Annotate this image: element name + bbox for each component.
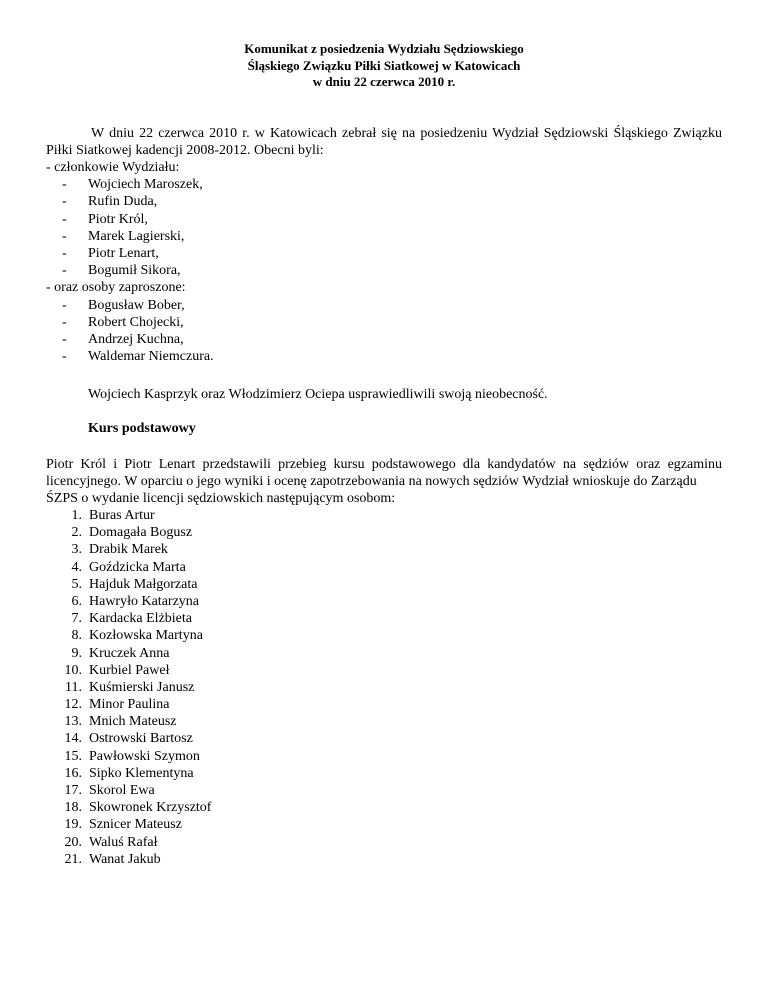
candidate-name: Kurbiel Paweł: [89, 662, 170, 678]
guest-name: Waldemar Niemczura.: [88, 349, 214, 365]
candidate-name: Skorol Ewa: [89, 783, 155, 798]
candidate-number: 20.: [64, 834, 82, 850]
candidate-name: Hawryło Katarzyna: [89, 593, 200, 609]
candidate-number: 16.: [64, 765, 82, 781]
list-bullet: -: [62, 228, 67, 244]
candidate-name: Wanat Jakub: [89, 851, 161, 867]
guest-name: Bogusław Bober,: [88, 297, 185, 313]
candidate-number: 3.: [71, 542, 82, 558]
list-item: [46, 228, 186, 245]
list-bullet: -: [62, 314, 67, 330]
candidate-number: 18.: [64, 800, 82, 816]
absence-note: Wojciech Kasprzyk oraz Włodzimierz Ociepa usprawiedliwili swoją nieobecność.: [88, 387, 548, 402]
course-text: Piotr Król i Piotr Lenart przedstawili przebieg kursu podstawowego dla kandydatów na sędziów oraz egzaminu licencyjnego. W oparciu o jego wyniki i ocenę zapotrzebowania na nowych sędziów Wydział wnioskuje do Zarządu: [46, 457, 722, 490]
candidate-number: 8.: [71, 628, 82, 644]
candidate-number: 4.: [71, 559, 82, 575]
candidate-name: Kozłowska Martyna: [89, 628, 203, 644]
course-paragraph: [46, 456, 722, 508]
candidate-name: Ostrowski Bartosz: [89, 731, 193, 747]
candidate-name: Pawłowski Szymon: [89, 748, 200, 764]
guest-name: Robert Chojecki,: [88, 314, 184, 330]
member-name: Rufin Duda,: [88, 194, 158, 210]
list-bullet: -: [62, 245, 67, 261]
list-bullet: -: [62, 297, 67, 313]
candidate-name: Sipko Klementyna: [89, 765, 194, 781]
candidate-number: 1.: [71, 508, 82, 523]
course-text-end: ŚZPS o wydanie licencji sędziowskich następującym osobom:: [46, 491, 396, 507]
list-item: [46, 211, 186, 228]
candidate-name: Drabik Marek: [89, 542, 168, 558]
title-line-3: w dniu 22 czerwca 2010 r.: [312, 74, 456, 89]
list-bullet: -: [62, 177, 67, 193]
list-item: [46, 348, 214, 365]
list-item: [46, 245, 186, 262]
guests-label: - oraz osoby zaproszone:: [46, 280, 186, 296]
list-item: [46, 176, 203, 193]
candidate-number: 19.: [64, 817, 82, 833]
candidate-number: 21.: [64, 851, 82, 867]
candidate-name: Hajduk Małgorzata: [89, 576, 198, 592]
title-line-2: Śląskiego Związku Piłki Siatkowej w Katowicach: [247, 57, 521, 73]
list-item: [46, 314, 186, 331]
candidate-number: 10.: [64, 662, 82, 678]
candidate-name: Kuśmierski Janusz: [89, 679, 195, 695]
candidate-number: 5.: [71, 576, 82, 592]
list-item: [46, 262, 186, 279]
candidate-number: 2.: [71, 525, 82, 541]
member-name: Wojciech Maroszek,: [88, 177, 203, 193]
intro-paragraph: [46, 125, 722, 159]
list-bullet: -: [62, 263, 67, 279]
list-bullet: -: [62, 349, 67, 365]
candidate-name: Buras Artur: [89, 508, 155, 523]
candidate-name: Minor Paulina: [89, 697, 170, 713]
member-name: Bogumił Sikora,: [88, 263, 181, 279]
candidate-number: 14.: [64, 731, 82, 747]
title-line-1: Komunikat z posiedzenia Wydziału Sędziowskiego: [244, 41, 524, 56]
list-item: [46, 297, 186, 314]
candidate-name: Goździcka Marta: [89, 559, 186, 575]
guest-name: Andrzej Kuchna,: [88, 331, 184, 347]
member-name: Marek Lagierski,: [88, 228, 185, 244]
candidate-number: 7.: [71, 611, 82, 627]
candidate-name: Skowronek Krzysztof: [89, 800, 212, 816]
candidate-name: Mnich Mateusz: [89, 714, 177, 730]
candidate-name: Sznicer Mateusz: [89, 817, 182, 833]
attendee-list: [46, 159, 214, 365]
list-item: [46, 193, 186, 210]
candidate-name: Domagała Bogusz: [89, 525, 193, 541]
list-bullet: -: [62, 194, 67, 210]
member-name: Piotr Lenart,: [88, 245, 159, 261]
candidate-name: Kardacka Elżbieta: [89, 611, 192, 627]
document-title: [0, 41, 768, 91]
list-bullet: -: [62, 211, 67, 227]
candidate-number: 15.: [64, 748, 82, 764]
list-item: [46, 331, 186, 348]
list-bullet: -: [62, 331, 67, 347]
members-label: - członkowie Wydziału:: [46, 160, 180, 175]
intro-text: W dniu 22 czerwca 2010 r. w Katowicach zebrał się na posiedzeniu Wydział Sędziowski Śląskiego Związku Piłki Siatkowej kadencji 2008-2012. Obecni byli:: [46, 126, 722, 159]
section-heading: Kurs podstawowy: [88, 421, 196, 436]
candidate-number: 13.: [64, 714, 82, 730]
candidate-number: 11.: [65, 679, 82, 695]
candidate-number: 9.: [71, 645, 82, 661]
candidate-number: 12.: [64, 697, 82, 713]
candidate-number: 6.: [71, 593, 82, 609]
candidate-name: Kruczek Anna: [89, 645, 170, 661]
candidate-number: 17.: [64, 783, 82, 798]
member-name: Piotr Król,: [88, 211, 148, 227]
candidate-name: Waluś Rafał: [89, 834, 158, 850]
